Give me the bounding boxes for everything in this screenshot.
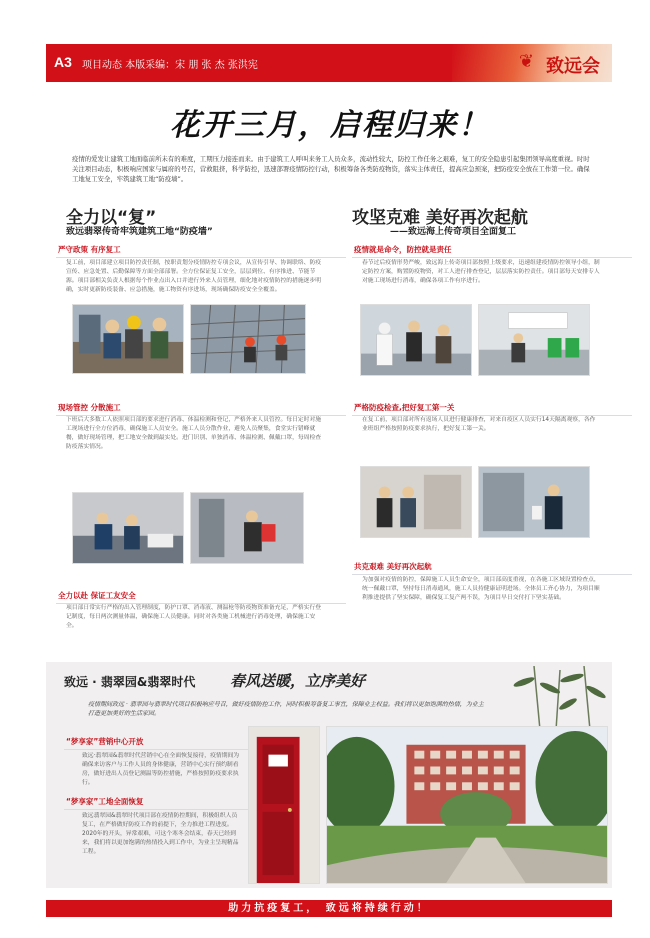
logo-icon: ❦ [518, 51, 534, 72]
footer-banner: 助力抗疫复工， 致远将持续行动！ [46, 900, 612, 917]
bottom-s2-text: 致远翡翠园&翡翠时代项目部在疫情防控期间，积极组织人员复工，在严格做好防疫工作的前提下，全力推进工程进度。2020年的开头，异常艰难，可这个寒冬会结束，春天已经到来，我们将以更加饱满的热情投入到工作中，为业主呈现精品工程。 [82, 813, 239, 855]
workers-photo-3 [72, 492, 184, 564]
left-s1-label: 严守政策 有序复工 [56, 244, 286, 257]
workers-photo-4 [190, 492, 304, 564]
left-s1-text: 复工前，项目部建立项目防控责任制，按职责划分疫情防控专项会议，从宣传引导、协调联络、防疫宣传、应急处置、后勤保障等方面全部部署。全方位保证复工安全，层层到位、有序推进、节能节源。项目部相关负责人根据每个作业点出入口并进行外来人员管理，细化地对疫情防控的措施逐步明确，实时更新防疫装备、应急措施，施工物资有序进场，现场确保防疫安全全覆盖。 [66, 260, 322, 293]
left-s3-label: 全力以赴 保证工友安全 [56, 590, 286, 603]
right-section-subtitle: ——致远海上传奇项目全面复工 [390, 227, 517, 237]
bottom-s1-text: 致远·翡翠园&翡翠时代营销中心在全面恢复接待，疫情期间为确保来访客户与工作人员的身体健康，营销中心实行预约制看房，做好进出人员登记测温等防控措施，严格按照防疫要求执行。 [82, 753, 240, 786]
inspection-photo-1 [360, 466, 472, 538]
bamboo-illustration [500, 666, 608, 730]
disinfection-photo-1 [360, 304, 472, 376]
logo-text: 致远会 [546, 56, 600, 77]
inspection-photo-2 [478, 466, 590, 538]
workers-photo-1 [72, 304, 184, 374]
bottom-intro: 疫情期间致远 · 翡翠园与翡翠时代项目积极响应号召，做好疫情防控工作，同时积极筹备复工事宜，保障业主权益。我们将以更加饱满的热情，为业主打造更加美好的生活家园。 [88, 701, 484, 717]
left-section-title: 全力以“复” [66, 208, 157, 228]
header-title: 项目动态 本版采编：宋 朋 张 杰 张洪宪 [82, 60, 258, 71]
right-s1-label: 疫情就是命令，防控就是责任 [352, 244, 572, 257]
left-s2-text: 下班后大多数工人依照项目部的要求进行消毒、体温检测和登记，严格外来人员管控。每日定时对施工现场进行全方位消毒，确保施工人员安全。施工人员分散作业，避免人员聚集，食堂实行错峰就餐，做好现场管理，把工地安全做到最实处。进门识别、单独消毒、体温检测、佩戴口罩，每周检查防疫落实情况。 [66, 417, 322, 450]
right-section-title: 攻坚克难 美好再次起航 [352, 208, 528, 228]
bottom-s1-label: “梦享家”营销中心开放 [64, 736, 214, 749]
right-s3-label: 共克艰难 美好再次起航 [352, 561, 572, 574]
bottom-s2-label: “梦享家”工地全面恢复 [64, 796, 214, 809]
right-s2-text: 在复工前，项目部对所有返场人员进行健康排查，对来自疫区人员实行14天隔离观察，各作业班组严格按照防疫要求执行，把好复工第一关。 [362, 417, 596, 432]
left-s2-label: 现场管控 分散施工 [56, 402, 286, 415]
bottom-title: 致远 · 翡翠园&翡翠时代 [64, 675, 196, 689]
bottom-title-cursive: 春风送暖，立序美好 [230, 672, 366, 690]
right-s2-label: 严格防疫检查,把好复工第一关 [352, 402, 572, 415]
issue-number: A3 [54, 54, 72, 70]
main-title: 花开三月，启程归来！ [170, 108, 490, 143]
right-s3-text: 为加强对疫情的防控，保障施工人员生命安全，项目部高度重视，在各施工区域设置检查点，统一佩戴口罩，坚持每日消毒通风，施工人员持健康证明进场。全体员工齐心协力，为项目顺利推进提供了坚实保障，确保复工复产两不误，为项目早日交付打下坚实基础。 [362, 577, 600, 601]
disinfection-photo-2 [478, 304, 590, 376]
page-header [46, 44, 612, 82]
right-s1-text: 春节过后疫情形势严峻，致远海上传奇项目部按照上级要求，迅速组建疫情防控领导小组，制定防控方案，购置防疫物资，对工人进行排查登记，层层落实防控责任。项目部每天安排专人对施工现场进行消毒，确保各项工作有序进行。 [362, 260, 600, 284]
residential-garden-photo [326, 726, 608, 884]
intro-text: 疫情的爱发让建筑工地面临前所未有的难度，工期压力接连而来。由于建筑工人呼叫来务工人员众多，流动性较大，防控工作任务之艰难，复工的安全隐患引起集团领导高度重视。时时关注项目动态，积极响应国家与属府的号召，营救阻挤，科学防控，迅速部署疫情防控行动，积极筹备各类防疫物资，落实主体责任，提高应急预案，把防疫安全放在工作第一位。确保工地复工安全，牢筑建筑工地“防疫墙”。 [72, 155, 590, 183]
workers-photo-2 [190, 304, 306, 374]
left-section-subtitle: 致远翡翠传奇牢筑建筑工地“防疫墙” [66, 227, 213, 237]
left-s3-text: 项目部日常实行严格的出入管理制度，防护口罩、消毒液、测温枪等防疫物资准备充足，严格实行登记制度，每日两次测量体温，确保施工人员健康。同时对各类施工机械进行消毒处理，确保施工安全。 [66, 605, 322, 629]
sales-center-door-photo [248, 726, 320, 884]
